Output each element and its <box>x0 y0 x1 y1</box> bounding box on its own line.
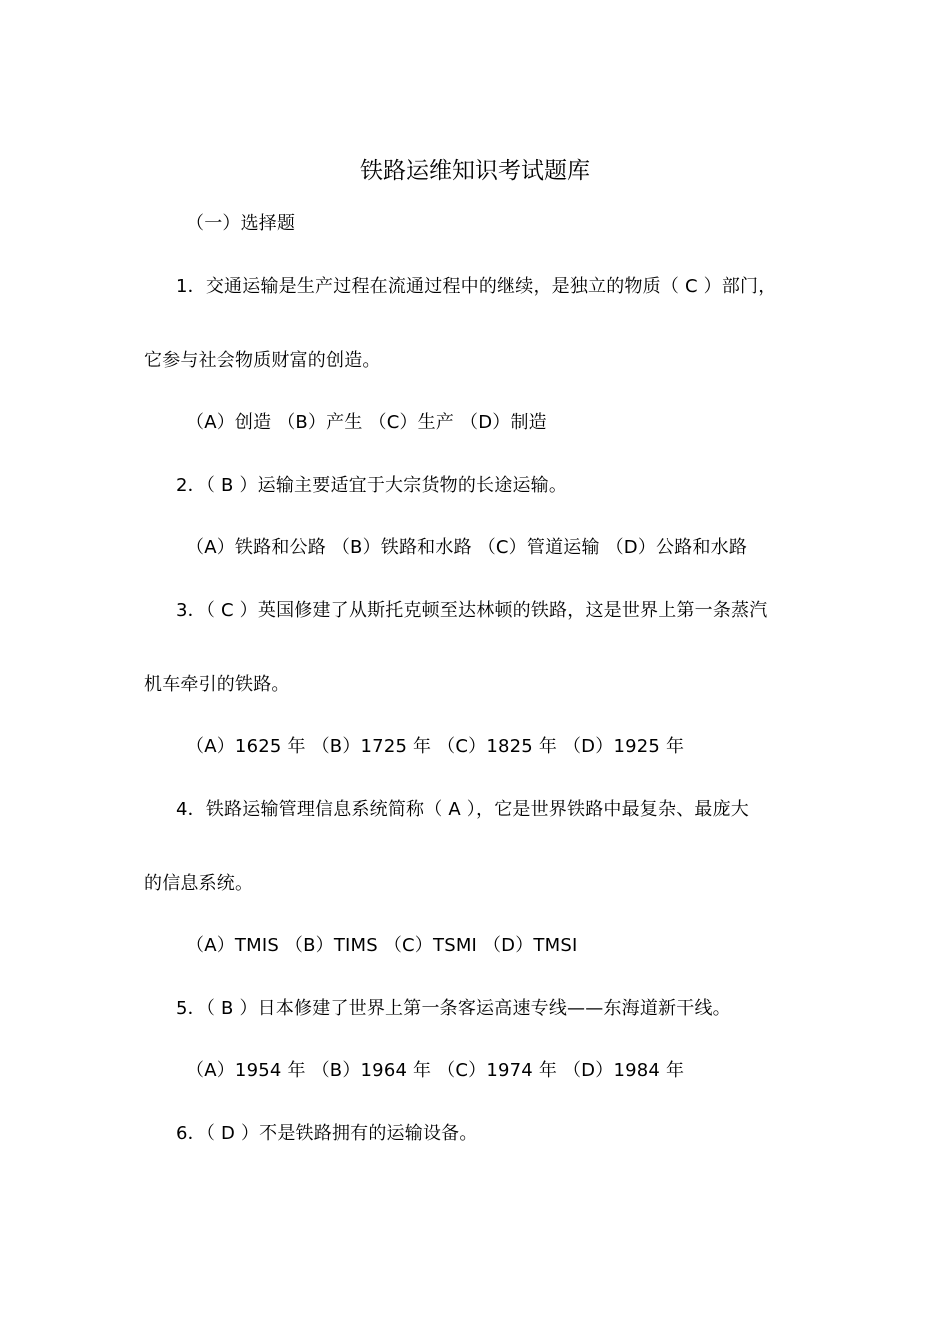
question-3-stem: 3．（ C ）英国修建了从斯托克顿至达林顿的铁路，这是世界上第一条蒸汽 <box>176 600 768 621</box>
question-1-stem-continued: 它参与社会物质财富的创造。 <box>144 350 381 371</box>
question-1-options: （A）创造 （B）产生 （C）生产 （D）制造 <box>186 412 547 433</box>
question-3-options: （A）1625 年 （B）1725 年 （C）1825 年 （D）1925 年 <box>186 736 685 757</box>
question-4-options: （A）TMIS （B）TIMS （C）TSMI （D）TMSI <box>186 935 578 956</box>
question-4-stem-continued: 的信息系统。 <box>144 873 254 894</box>
question-6-stem: 6．（ D ）不是铁路拥有的运输设备。 <box>176 1123 478 1144</box>
question-5-stem: 5．（ B ）日本修建了世界上第一条客运高速专线——东海道新干线。 <box>176 998 731 1019</box>
question-5-options: （A）1954 年 （B）1964 年 （C）1974 年 （D）1984 年 <box>186 1060 685 1081</box>
question-1-stem: 1．交通运输是生产过程在流通过程中的继续，是独立的物质（ C ）部门， <box>176 276 777 297</box>
question-3-stem-continued: 机车牵引的铁路。 <box>144 674 290 695</box>
document-title: 铁路运维知识考试题库 <box>360 158 590 184</box>
question-2-options: （A）铁路和公路 （B）铁路和水路 （C）管道运输 （D）公路和水路 <box>186 537 748 558</box>
section-heading: （一）选择题 <box>186 213 296 234</box>
question-2-stem: 2．（ B ）运输主要适宜于大宗货物的长途运输。 <box>176 475 568 496</box>
question-4-stem: 4．铁路运输管理信息系统简称（ A ），它是世界铁路中最复杂、最庞大 <box>176 799 750 820</box>
